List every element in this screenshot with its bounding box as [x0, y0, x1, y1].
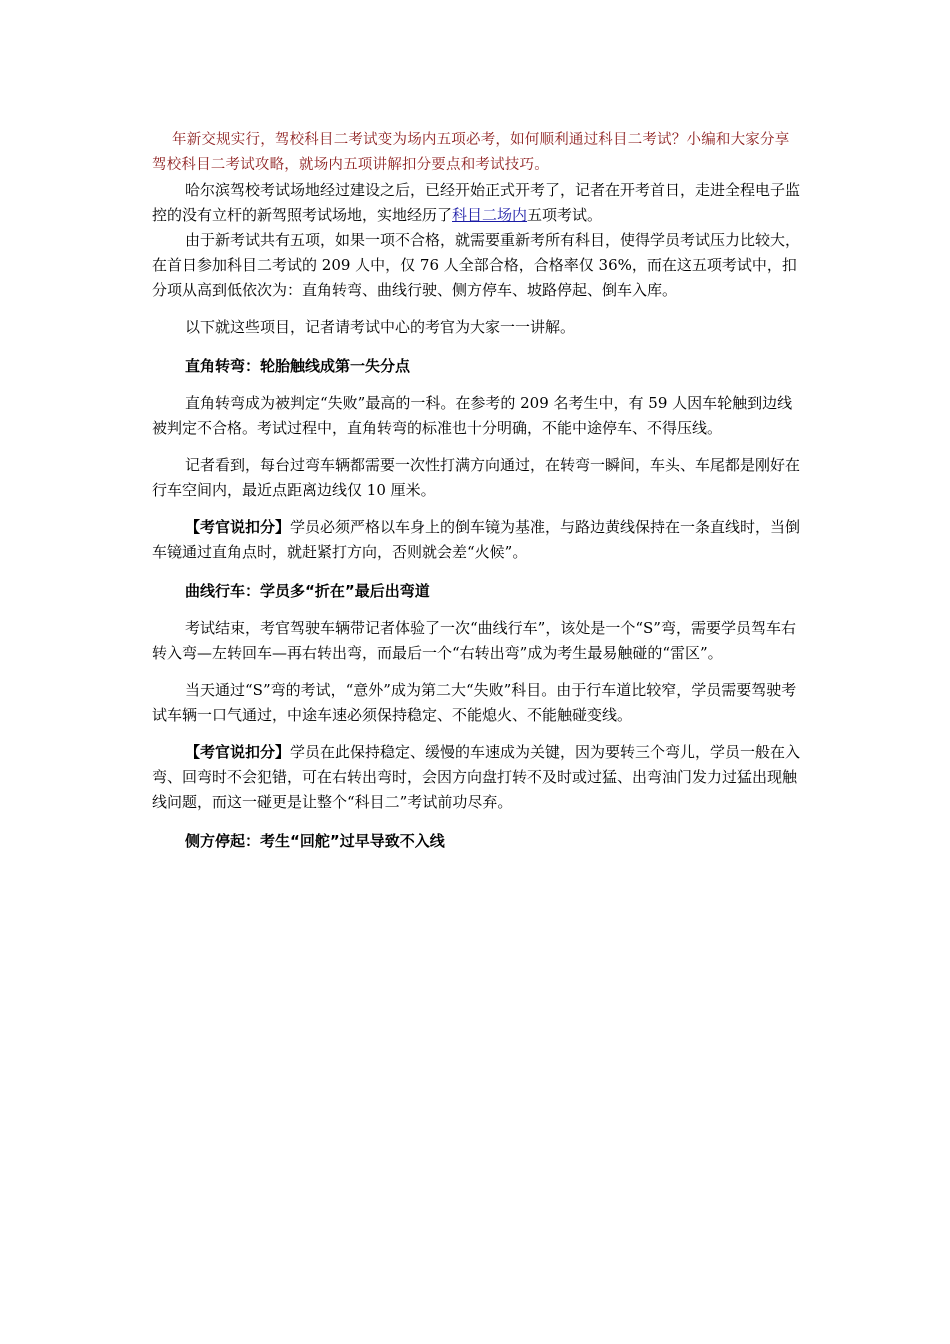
section-heading-side-parking: 侧方停起：考生“回舵”过早导致不入线 — [185, 832, 445, 850]
paragraph-right-angle-observe: 记者看到，每台过弯车辆都需要一次性打满方向通过，在转弯一瞬间，车头、车尾都是刚好在行车空间内，最近点距离边线仅 10 厘米。 — [152, 456, 801, 499]
section-heading-right-angle: 直角转弯：轮胎触线成第一失分点 — [185, 357, 411, 375]
subject-two-link[interactable]: 科目二场内 — [452, 206, 528, 224]
paragraph-text: 五项考试。 — [527, 206, 603, 224]
paragraph-curve-experience: 考试结束，考官驾驶车辆带记者体验了一次“曲线行车”，该处是一个“S”弯，需要学员驾车右转入弯—左转回车—再右转出弯，而最后一个“右转出弯”成为考生最易触碰的“雷区”。 — [152, 619, 796, 662]
paragraph-site-visit — [152, 178, 802, 228]
paragraph-intro-items: 以下就这些项目，记者请考试中心的考官为大家一一讲解。 — [185, 318, 576, 336]
paragraph-text: 学员必须严格以车身上的倒车镜为基准，与路边黄线保持在一条直线时，当倒车镜通过直角点时，就赶紧打方向，否则就会差“火候”。 — [152, 518, 801, 561]
paragraph-examiner-tip-1 — [152, 515, 802, 565]
paragraph-curve-fail: 当天通过“S”弯的考试，“意外”成为第二大“失败”科目。由于行车道比较窄，学员需要驾驶考试车辆一口气通过，中途车速必须保持稳定、不能熄火、不能触碰变线。 — [152, 681, 797, 724]
examiner-tag: 【考官说扣分】 — [185, 518, 291, 536]
intro-paragraph: 年新交规实行，驾校科目二考试变为场内五项必考，如何顺利通过科目二考试？小编和大家分享驾校科目二考试攻略，就场内五项讲解扣分要点和考试技巧。 — [152, 132, 790, 173]
paragraph-examiner-tip-2 — [152, 740, 802, 815]
paragraph-pass-rate: 由于新考试共有五项，如果一项不合格，就需要重新考所有科目，使得学员考试压力比较大，在首日参加科目二考试的 209 人中，仅 76 人全部合格，合格率仅 36%，而在这五项考试中，扣分项从高到低依次为：直角转弯、曲线行驶、侧方停车、坡路停起、倒车入库。 — [152, 231, 801, 299]
document-page — [152, 128, 802, 854]
section-heading-curve: 曲线行车：学员多“折在”最后出弯道 — [185, 582, 430, 600]
paragraph-right-angle-fail: 直角转弯成为被判定“失败”最高的一科。在参考的 209 名考生中，有 59 人因车轮触到边线被判定不合格。考试过程中，直角转弯的标准也十分明确，不能中途停车、不得压线。 — [152, 394, 793, 437]
paragraph-text: 学员在此保持稳定、缓慢的车速成为关键，因为要转三个弯儿，学员一般在入弯、回弯时不会犯错，可在右转出弯时，会因方向盘打转不及时或过猛、出弯油门发力过猛出现触线问题，而这一碰更是让整个“科目二”考试前功尽弃。 — [152, 743, 801, 811]
examiner-tag: 【考官说扣分】 — [185, 743, 291, 761]
paragraph-text: 哈尔滨驾校考试场地经过建设之后，已经开始正式开考了，记者在开考首日，走进全程电子监控的没有立杆的新驾照考试场地，实地经历了 — [152, 181, 801, 224]
